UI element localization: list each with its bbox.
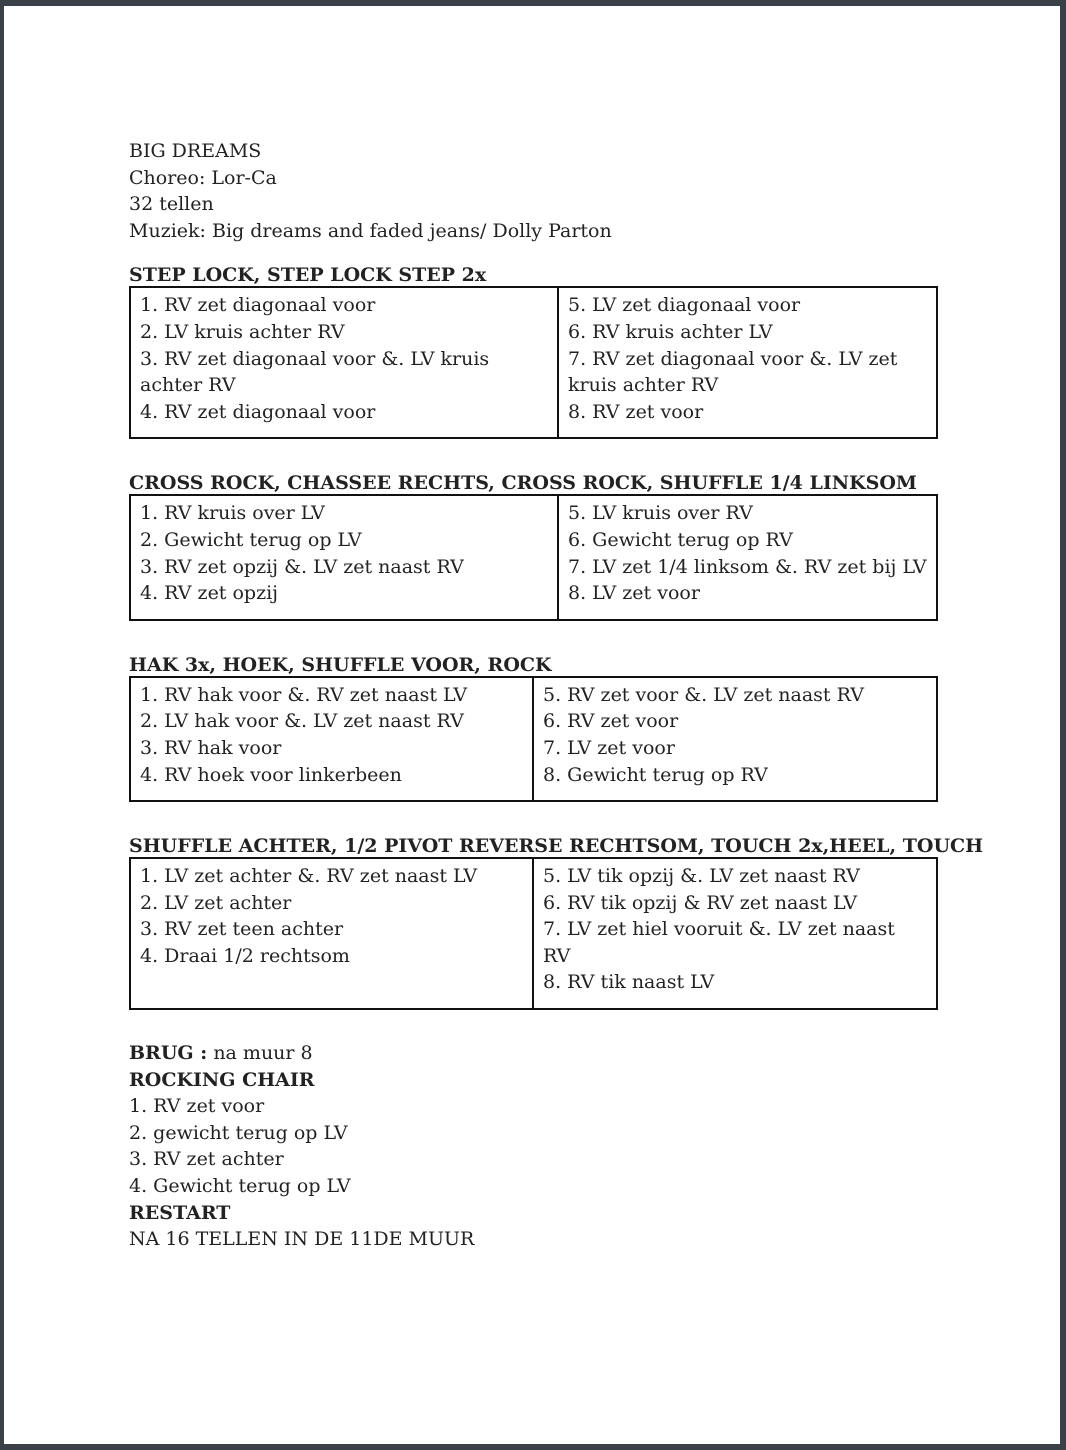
steps-left-column [130,287,558,438]
steps-right-column [558,287,937,438]
section-title: SHUFFLE ACHTER, 1/2 PIVOT REVERSE RECHTSOM, TOUCH 2x,HEEL, TOUCH [129,835,984,858]
section-title: HAK 3x, HOEK, SHUFFLE VOOR, ROCK [129,653,552,676]
step-item: 7. LV zet 1/4 linksom &. RV zet bij LV [568,555,927,578]
bridge-step: 1. RV zet voor [129,1095,265,1118]
step-item: 1. LV zet achter &. RV zet naast LV [140,865,478,888]
step-item: 6. RV zet voor [543,710,679,733]
bridge-step: 4. Gewicht terug op LV [129,1175,351,1198]
step-item: 5. LV zet diagonaal voor [568,294,801,317]
steps-right-column [533,677,937,801]
step-item: 6. RV kruis achter LV [568,320,773,343]
bridge-text: na muur 8 [207,1042,313,1065]
step-item: 5. RV zet voor &. LV zet naast RV [543,683,864,706]
bridge-line [129,1040,939,1067]
steps-table [129,494,938,620]
step-item: 2. Gewicht terug op LV [140,528,362,551]
step-item: 8. RV zet voor [568,400,704,423]
step-item: 4. RV zet opzij [140,582,279,605]
step-item: 5. LV tik opzij &. LV zet naast RV [543,865,860,888]
bridge-step: 3. RV zet achter [129,1148,284,1171]
section-title: CROSS ROCK, CHASSEE RECHTS, CROSS ROCK, SHUFFLE 1/4 LINKSOM [129,472,917,495]
music-info: Muziek: Big dreams and faded jeans/ Dolly Parton [129,219,612,242]
step-item: 7. LV zet hiel vooruit &. LV zet naast RV [543,918,895,967]
step-item: 5. LV kruis over RV [568,502,753,525]
dance-title: BIG DREAMS [129,140,262,162]
document-content [129,138,984,1253]
step-item: 2. LV zet achter [140,891,292,914]
steps-left-column [130,495,558,619]
step-item: 3. RV zet teen achter [140,918,344,941]
steps-table [129,676,938,802]
bridge-step: 2. gewicht terug op LV [129,1121,348,1144]
step-item: 3. RV zet diagonaal voor &. LV kruis achter RV [140,347,490,397]
step-item: 1. RV zet diagonaal voor [140,294,376,317]
step-item: 4. RV hoek voor linkerbeen [140,763,402,786]
steps-left-column [130,677,533,801]
step-item: 2. LV hak voor &. LV zet naast RV [140,710,464,733]
steps-right-column [558,495,937,619]
step-item: 2. LV kruis achter RV [140,320,345,343]
step-item: 3. RV hak voor [140,736,282,759]
restart-text: NA 16 TELLEN IN DE 11DE MUUR [129,1228,475,1251]
step-item: 8. LV zet voor [568,582,700,605]
step-item: 7. LV zet voor [543,736,675,759]
step-item: 7. RV zet diagonaal voor &. LV zet kruis achter RV [568,347,898,397]
step-item: 1. RV kruis over LV [140,502,325,525]
choreographer: Choreo: Lor-Ca [129,166,277,189]
bridge-subtitle: ROCKING CHAIR [129,1068,315,1091]
restart-label: RESTART [129,1201,231,1224]
document-page [4,6,1060,1444]
step-item: 1. RV hak voor &. RV zet naast LV [140,683,468,706]
step-item: 3. RV zet opzij &. LV zet naast RV [140,555,464,578]
step-item: 8. Gewicht terug op RV [543,763,768,786]
bridge-label: BRUG : [129,1042,208,1065]
step-item: 6. RV tik opzij & RV zet naast LV [543,891,858,914]
steps-table [129,286,938,439]
step-item: 4. Draai 1/2 rechtsom [140,944,350,967]
step-item: 6. Gewicht terug op RV [568,528,793,551]
count-info: 32 tellen [129,193,214,216]
step-item: 4. RV zet diagonaal voor [140,400,376,423]
steps-left-column [130,858,533,1009]
steps-table [129,857,938,1010]
section-title: STEP LOCK, STEP LOCK STEP 2x [129,264,487,287]
steps-right-column [533,858,937,1009]
step-item: 8. RV tik naast LV [543,971,715,994]
